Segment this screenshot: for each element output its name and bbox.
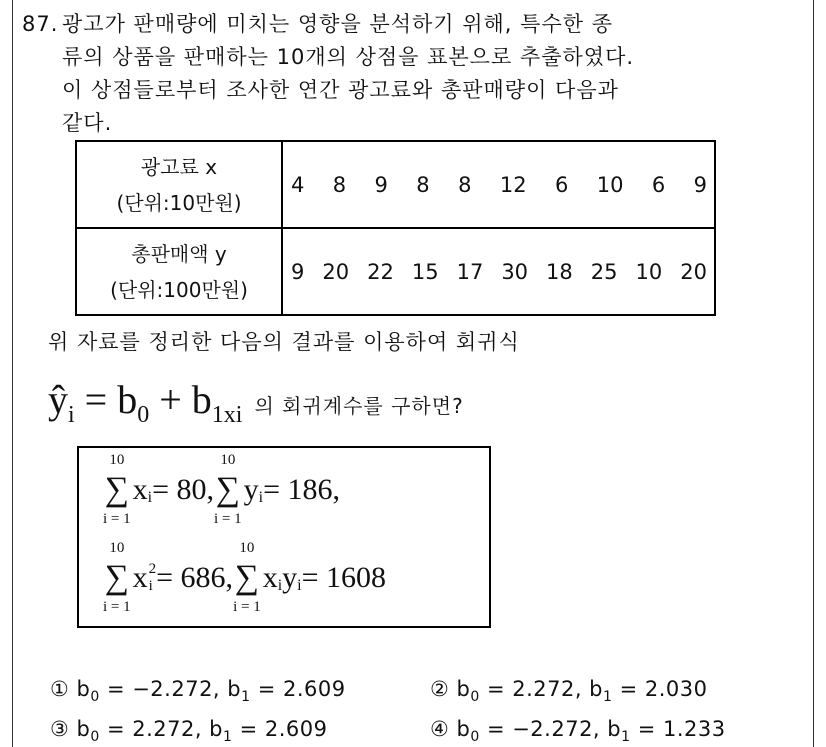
question-line: 광고가 판매량에 미치는 영향을 분석하기 위해, 특수한 종 — [62, 12, 613, 36]
subscript: 1xi — [211, 402, 243, 428]
sum-xy: = 1608 — [301, 561, 387, 594]
table-cell-value: 10 — [596, 172, 624, 197]
sum-row: 10 ∑ i = 1 x i = 80, 10 ∑ i = 1 y i = 186, — [103, 452, 341, 527]
question-number: 87. — [22, 12, 59, 36]
table-cell-value: 9 — [374, 172, 388, 197]
question-line: 이 상점들로부터 조사한 연간 광고료와 총판매량이 다음과 — [62, 78, 619, 102]
eq-part: = b — [74, 377, 138, 422]
table-cell-value: 9 — [693, 172, 707, 197]
regression-equation — [48, 376, 464, 429]
sum-y: = 186, — [263, 473, 341, 506]
option-2[interactable]: ② $b_0 = 2.272$, $b_1 = 2.030$ — [430, 677, 708, 706]
table-cell-value: 6 — [651, 172, 666, 197]
row-label: 광고료 x — [140, 154, 218, 179]
table-cell-value: 8 — [458, 172, 472, 197]
table-cell-value: 4 — [291, 172, 305, 197]
table-cell-value: 8 — [416, 172, 430, 197]
equation-suffix: 의 회귀계수를 구하면? — [254, 394, 464, 418]
sigma-icon: 10 ∑ i = 1 — [214, 452, 242, 527]
question-line: 류의 상품을 판매하는 10개의 상점을 표본으로 추출하였다. — [62, 45, 635, 69]
table-cell-value: 18 — [546, 259, 573, 284]
option-4[interactable]: ④ $b_0 = -2.272$, $b_1 = 1.233$ — [430, 717, 726, 746]
row-label: 총판매액 y — [131, 241, 227, 266]
table-cell-value: 8 — [332, 172, 347, 197]
sigma-icon: 10 ∑ i = 1 — [103, 540, 131, 615]
row-values — [282, 228, 715, 315]
table-row — [76, 141, 715, 228]
sum-row: 10 ∑ i = 1 x 2 i = 686, 10 ∑ i = 1 x i y i = 1608 — [103, 540, 387, 615]
eq-part: + b — [149, 377, 212, 422]
sub-sup: 2 i — [148, 561, 157, 594]
table-cell-value: 30 — [501, 259, 529, 284]
row-header — [76, 141, 282, 228]
row-values — [282, 141, 715, 228]
table-cell-value: 9 — [291, 259, 305, 284]
sum-x-squared: = 686, — [156, 561, 234, 594]
table-row — [76, 228, 715, 315]
question-line: 같다. — [62, 111, 113, 135]
summation-box — [77, 446, 491, 628]
row-unit: (단위:100만원) — [110, 277, 248, 302]
table-cell-value: 17 — [456, 259, 484, 284]
table-cell-value: 6 — [554, 172, 569, 197]
option-3[interactable]: ③ $b_0 = 2.272$, $b_1 = 2.609$ — [50, 717, 328, 746]
sigma-icon: 10 ∑ i = 1 — [233, 540, 261, 615]
question-text — [22, 8, 634, 140]
table-cell-value: 25 — [590, 259, 618, 284]
row-header — [76, 228, 282, 315]
y-hat: ŷ — [48, 377, 68, 422]
data-table — [75, 140, 716, 316]
option-1[interactable]: ① $b_0 = -2.272$, $b_1 = 2.609$ — [50, 677, 346, 706]
subscript: 0 — [137, 402, 150, 428]
subscript: i — [68, 402, 75, 428]
sum-x: = 80, — [152, 473, 215, 506]
sigma-icon: 10 ∑ i = 1 — [103, 452, 131, 527]
table-cell-value: 20 — [322, 259, 350, 284]
table-cell-value: 12 — [499, 172, 527, 197]
table-cell-value: 10 — [635, 259, 663, 284]
table-cell-value: 20 — [680, 259, 707, 284]
table-cell-value: 15 — [411, 259, 439, 284]
instruction-text: 위 자료를 정리한 다음의 결과를 이용하여 회귀식 — [48, 330, 520, 354]
table-cell-value: 22 — [367, 259, 394, 284]
row-unit: (단위:10만원) — [116, 190, 242, 215]
